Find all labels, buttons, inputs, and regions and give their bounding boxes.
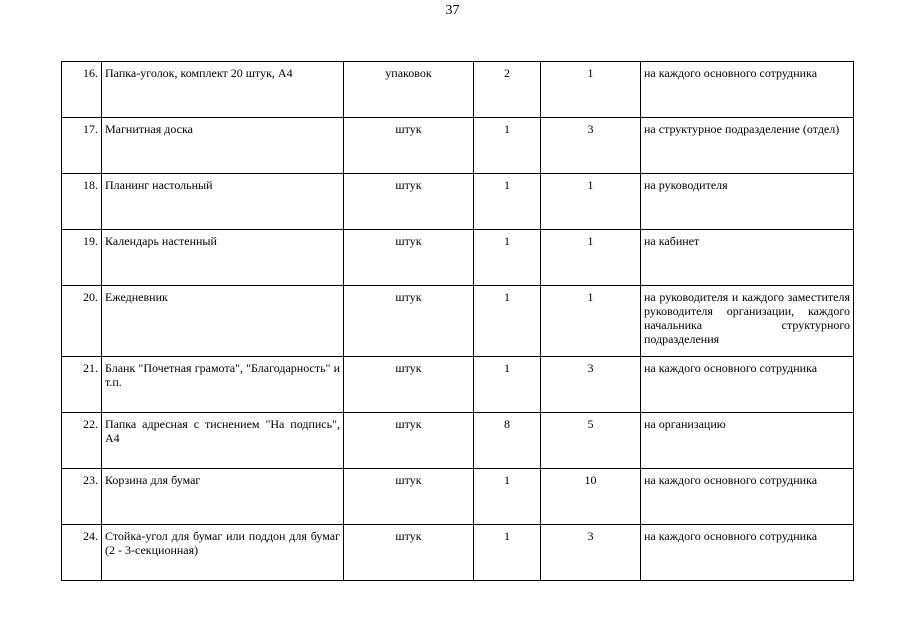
item-name: Папка-уголок, комплект 20 штук, А4 (102, 62, 344, 118)
item-unit: штук (344, 118, 474, 174)
item-unit: штук (344, 469, 474, 525)
table-row (62, 118, 854, 174)
table-row (62, 525, 854, 581)
row-number: 21. (62, 357, 102, 413)
table-row (62, 62, 854, 118)
page-number: 37 (445, 3, 460, 18)
table-row (62, 174, 854, 230)
item-unit: штук (344, 230, 474, 286)
row-number: 18. (62, 174, 102, 230)
item-note: на каждого основного сотрудника (641, 525, 854, 581)
table-row (62, 230, 854, 286)
item-term: 5 (541, 413, 641, 469)
item-name: Календарь настенный (102, 230, 344, 286)
table-row (62, 286, 854, 357)
item-note: на каждого основного сотрудника (641, 62, 854, 118)
item-note: на кабинет (641, 230, 854, 286)
item-name: Магнитная доска (102, 118, 344, 174)
item-term: 1 (541, 174, 641, 230)
item-name: Корзина для бумаг (102, 469, 344, 525)
row-number: 17. (62, 118, 102, 174)
item-term: 3 (541, 357, 641, 413)
row-number: 20. (62, 286, 102, 357)
row-number: 23. (62, 469, 102, 525)
item-quantity: 1 (474, 525, 541, 581)
item-unit: штук (344, 357, 474, 413)
item-term: 3 (541, 118, 641, 174)
item-name: Папка адресная с тиснением "На подпись", А4 (102, 413, 344, 469)
item-term: 1 (541, 286, 641, 357)
item-unit: штук (344, 286, 474, 357)
item-quantity: 1 (474, 357, 541, 413)
item-quantity: 2 (474, 62, 541, 118)
item-term: 1 (541, 230, 641, 286)
item-quantity: 1 (474, 286, 541, 357)
item-name: Ежедневник (102, 286, 344, 357)
item-term: 3 (541, 525, 641, 581)
item-unit: штук (344, 525, 474, 581)
item-quantity: 8 (474, 413, 541, 469)
table-row (62, 469, 854, 525)
item-name: Стойка-угол для бумаг или поддон для бумаг (2 - 3-секционная) (102, 525, 344, 581)
item-note: на структурное подразделение (отдел) (641, 118, 854, 174)
supplies-table (61, 61, 854, 581)
row-number: 24. (62, 525, 102, 581)
item-quantity: 1 (474, 174, 541, 230)
item-unit: штук (344, 413, 474, 469)
row-number: 16. (62, 62, 102, 118)
item-quantity: 1 (474, 118, 541, 174)
item-quantity: 1 (474, 230, 541, 286)
table-row (62, 357, 854, 413)
item-term: 1 (541, 62, 641, 118)
item-note: на руководителя (641, 174, 854, 230)
row-number: 19. (62, 230, 102, 286)
item-note: на каждого основного сотрудника (641, 469, 854, 525)
item-term: 10 (541, 469, 641, 525)
item-name: Бланк "Почетная грамота", "Благодарность" и т.п. (102, 357, 344, 413)
item-unit: штук (344, 174, 474, 230)
item-quantity: 1 (474, 469, 541, 525)
table-row (62, 413, 854, 469)
item-note: на организацию (641, 413, 854, 469)
item-name: Планинг настольный (102, 174, 344, 230)
item-note: на каждого основного сотрудника (641, 357, 854, 413)
item-unit: упаковок (344, 62, 474, 118)
row-number: 22. (62, 413, 102, 469)
item-note: на руководителя и каждого заместителя руководителя организации, каждого начальника структурного подразделения (641, 286, 854, 357)
